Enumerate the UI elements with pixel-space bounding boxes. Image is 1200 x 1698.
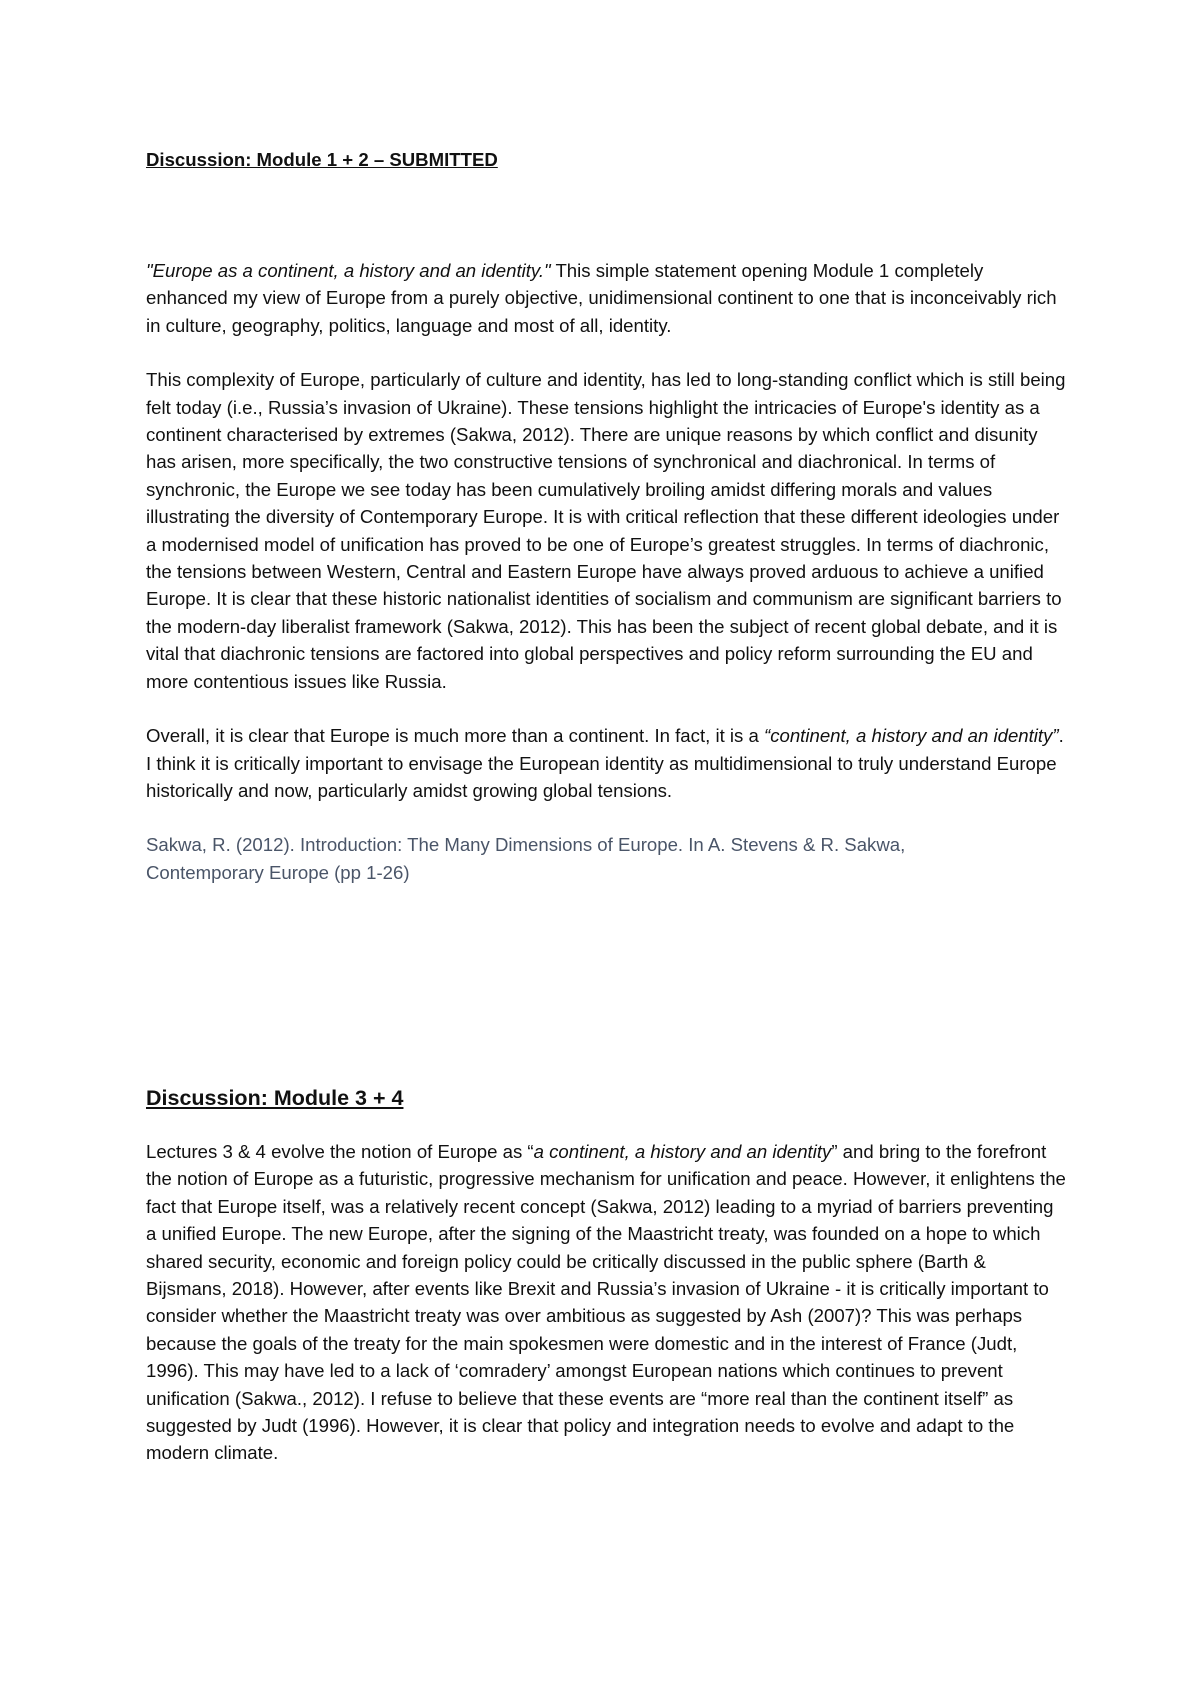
- lectures-text-after: ” and bring to the forefront the notion of Europe as a futuristic, progressive mechanism for unification and peace. However, it enlightens the fact that Europe itself, was a relatively recent concept (Sakwa, 2012) leading to a myriad of barriers preventing a unified Europe. The new Europe, after the signing of the Maastricht treaty, was founded on a hope to which shared security, economic and foreign policy could be critically discussed in the public sphere (Barth & Bijsmans, 2018). However, after events like Brexit and Russia’s invasion of Ukraine - it is critically important to consider whether the Maastricht treaty was over ambitious as suggested by Ash (2007)? This was perhaps because the goals of the treaty for the main spokesmen were domestic and in the interest of France (Judt, 1996). This may have led to a lack of ‘comradery’ amongst European nations which continues to prevent unification (Sakwa., 2012). I refuse to believe that these events are “more real than the continent itself” as suggested by Judt (1996). However, it is clear that policy and integration needs to evolve and adapt to the modern climate.: [146, 1141, 1066, 1464]
- reference-entry: [146, 831, 1066, 886]
- reference-line-2: Contemporary Europe (pp 1-26): [146, 861, 410, 883]
- paragraph-complexity: This complexity of Europe, particularly of culture and identity, has led to long-standing conflict which is still being felt today (i.e., Russia’s invasion of Ukraine). These tensions highlight the intricacies of Europe's identity as a continent characterised by extremes (Sakwa, 2012). There are unique reasons by which conflict and disunity has arisen, more specifically, the two constructive tensions of synchronical and diachronical. In terms of synchronic, the Europe we see today has been cumulatively broiling amidst differing morals and values illustrating the diversity of Contemporary Europe. It is with critical reflection that these different ideologies under a modernised model of unification has proved to be one of Europe’s greatest struggles. In terms of diachronic, the tensions between Western, Central and Eastern Europe have always proved arduous to achieve a unified Europe. It is clear that these historic nationalist identities of socialism and communism are significant barriers to the modern-day liberalist framework (Sakwa, 2012). This has been the subject of recent global debate, and it is vital that diachronic tensions are factored into global perspectives and policy reform surrounding the EU and more contentious issues like Russia.: [146, 369, 1066, 692]
- reference-line-1: Sakwa, R. (2012). Introduction: The Many Dimensions of Europe. In A. Stevens & R. Sakwa,: [146, 834, 906, 856]
- opening-quote: "Europe as a continent, a history and an identity.": [146, 260, 551, 281]
- paragraph-intro: [146, 257, 1066, 339]
- conclusion-text-before: Overall, it is clear that Europe is much more than a continent. In fact, it is a: [146, 725, 765, 747]
- conclusion-quote: “continent, a history and an identity”: [764, 725, 1059, 747]
- section-title-module-1-2: Discussion: Module 1 + 2 – SUBMITTED: [146, 149, 498, 170]
- lectures-text-before: Lectures 3 & 4 evolve the notion of Europe as “: [146, 1141, 534, 1162]
- section-body-module-3-4: [146, 1138, 1066, 1467]
- section-body-module-1-2: [146, 257, 1066, 886]
- paragraph-intro-text: This simple statement opening Module 1 completely enhanced my view of Europe from a purely objective, unidimensional continent to one that is inconceivably rich in culture, geography, politics, language and most of all, identity.: [146, 260, 1057, 336]
- paragraph-lectures: [146, 1138, 1066, 1467]
- paragraph-conclusion: [146, 722, 1066, 804]
- conclusion-text-after: . I think it is critically important to envisage the European identity as multidimensional to truly understand Europe historically and now, particularly amidst growing global tensions.: [146, 725, 1064, 801]
- section-title-module-3-4: Discussion: Module 3 + 4: [146, 1086, 404, 1110]
- lectures-quote: a continent, a history and an identity: [533, 1141, 832, 1162]
